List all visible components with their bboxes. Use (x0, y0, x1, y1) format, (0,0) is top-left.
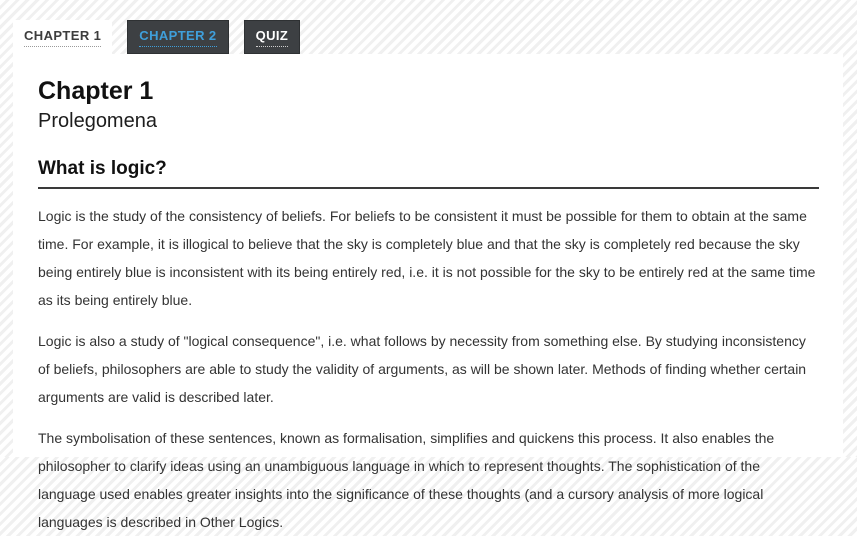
page-subtitle: Prolegomena (38, 110, 157, 132)
paragraph-3: The symbolisation of these sentences, known as formalisation, simplifies and quickens this process. It also enables the philosopher to clarify ideas using an unambiguous language in which to represent thoughts. The sophistication of the language used enables greater insights into the significance of these thoughts (and a cursory analysis of more logical languages is described in Other Logics. (38, 430, 775, 530)
tab-quiz-label: QUIZ (256, 28, 289, 47)
paragraph-1: Logic is the study of the consistency of beliefs. For beliefs to be consistent it must be possible for them to obtain at the same time. For example, it is illogical to believe that the sky is completely blue and that the sky is completely red because the sky being entirely blue is inconsistent with its being entirely red, i.e. it is not possible for the sky to be entirely red at the same time as its being entirely blue. (38, 208, 816, 308)
tab-chapter-1-label: CHAPTER 1 (24, 28, 101, 47)
section-heading: What is logic? (38, 158, 819, 189)
tab-quiz[interactable] (244, 20, 301, 54)
content-panel (13, 54, 843, 530)
tab-chapter-2-label: CHAPTER 2 (139, 28, 216, 47)
paragraph-2: Logic is also a study of "logical consequence", i.e. what follows by necessity from something else. By studying inconsistency of beliefs, philosophers are able to study the validity of arguments, as will be shown later. Methods of finding whether certain arguments are valid is described later. (38, 333, 807, 405)
tab-bar (0, 0, 857, 54)
page-title: Chapter 1 (38, 77, 154, 105)
tab-chapter-1[interactable] (13, 20, 112, 54)
tab-chapter-2[interactable] (127, 20, 228, 54)
